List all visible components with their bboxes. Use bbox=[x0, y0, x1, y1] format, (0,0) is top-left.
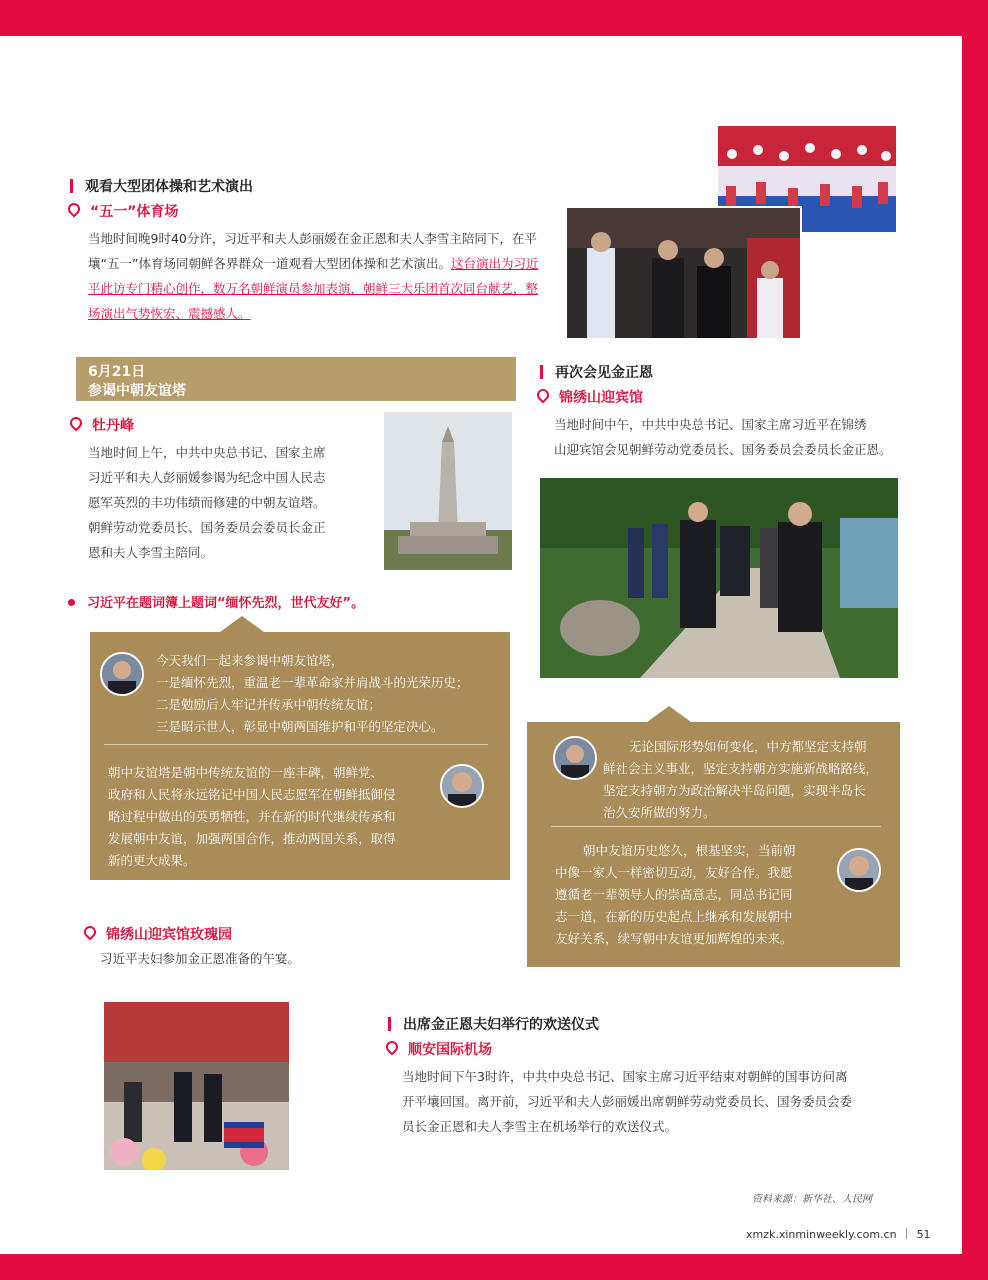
section5-paragraph: 当地时间下午3时许，中共中央总书记、国家主席习近平结束对朝鲜的国事访问离 开平壤回国。离开前，习近平和夫人彭丽媛出席朝鲜劳动党委员长、国务委员会委 员长金正恩和夫人李雪主在机场举行的欢送仪式。 bbox=[402, 1069, 853, 1134]
location-pin-icon bbox=[535, 387, 552, 404]
section-title-farewell: 出席金正恩夫妇举行的欢送仪式 bbox=[388, 1014, 599, 1034]
location-rose-garden: 锦绣山迎宾馆玫瑰园 bbox=[84, 924, 232, 944]
date-event-title: 参谒中朝友谊塔 bbox=[88, 383, 186, 399]
section4-paragraph: 习近平夫妇参加金正恩准备的午宴。 bbox=[100, 951, 301, 966]
location-pin-icon bbox=[82, 924, 99, 941]
section1-paragraph: 当地时间晚9时40分许，习近平和夫人彭丽媛在金正恩和夫人李雪主陪同下，在平壤“五一”体育场同朝鲜各界群众一道观看大型团体操和艺术演出。这台演出为习近平此访专门精心创作，数万名朝鲜演员参加表演，朝鲜三大乐团首次同台献艺，整场演出气势恢宏、震撼感人。 bbox=[88, 231, 539, 321]
location-pin-icon bbox=[384, 1039, 401, 1056]
quote-box-tower bbox=[90, 632, 510, 880]
kim-avatar bbox=[440, 764, 484, 808]
friendship-tower-photo bbox=[384, 412, 512, 570]
title-bar-icon bbox=[540, 365, 543, 379]
footer-url: xmzk.xinminweekly.com.cn bbox=[746, 1228, 897, 1241]
xi-quote-meeting: 无论国际形势如何变化，中方都坚定支持朝 鲜社会主义事业，坚定支持朝方实施新战略路线， 坚定支持朝方为政治解决半岛问题，实现半岛长 治久安所做的努力。 bbox=[603, 739, 879, 820]
guesthouse-walk-photo bbox=[540, 478, 898, 678]
page-number: 51 bbox=[916, 1228, 931, 1241]
inscription-bullet: 习近平在题词簿上题词“缅怀先烈，世代友好”。 bbox=[68, 592, 364, 611]
bullet-dot-icon bbox=[68, 599, 75, 606]
kim-quote-tower: 朝中友谊塔是朝中传统友谊的一座丰碑，朝鲜党、 政府和人民将永远铭记中国人民志愿军在朝鲜抵御侵 略过程中做出的英勇牺牲，并在新的时代继续传承和 发展朝中友谊，加强两国合作，推动两国关系，取得 新的更大成果。 bbox=[108, 765, 396, 868]
quote-box-meeting bbox=[527, 722, 900, 967]
location-moranbong: 牡丹峰 bbox=[70, 415, 134, 435]
date-label: 6月21日 bbox=[88, 364, 146, 380]
title-bar-icon bbox=[70, 179, 73, 193]
location-pin-icon bbox=[68, 415, 85, 432]
xi-avatar bbox=[100, 652, 144, 696]
divider bbox=[104, 744, 488, 745]
highlighted-text: 这台演出为习近平此访专门精心创作，数万名朝鲜演员参加表演，朝鲜三大乐团首次同台献艺，整场演出气势恢宏、震撼感人。 bbox=[88, 256, 539, 321]
location-pin-icon bbox=[66, 201, 83, 218]
farewell-ceremony-photo bbox=[104, 1002, 289, 1170]
footer bbox=[746, 1228, 931, 1241]
footer-divider bbox=[906, 1228, 907, 1239]
xi-quote-tower: 今天我们一起来参谒中朝友谊塔， 一是缅怀先烈，重温老一辈革命家并肩战斗的光荣历史； 二是勉励后人牢记并传承中朝传统友谊； 三是昭示世人，彰显中朝两国维护和平的坚定决心。 bbox=[156, 653, 469, 734]
date-banner bbox=[76, 357, 516, 401]
section-title-meeting: 再次会见金正恩 bbox=[540, 362, 653, 382]
kim-quote-meeting: 朝中友谊历史悠久，根基坚实，当前朝 中像一家人一样密切互动，友好合作。我愿 遵循老一辈领导人的崇高意志，同总书记同 志一道，在新的历史起点上继承和发展朝中 友好关系，续写朝中友谊更加辉煌的未来。 bbox=[555, 843, 796, 946]
location-kumsusan-guesthouse: 锦绣山迎宾馆 bbox=[537, 387, 643, 407]
location-may-day-stadium: “五一”体育场 bbox=[68, 201, 178, 221]
section-title-mass-games: 观看大型团体操和艺术演出 bbox=[70, 176, 253, 196]
leaders-applause-photo bbox=[565, 206, 802, 340]
section3-paragraph: 当地时间中午，中共中央总书记、国家主席习近平在锦绣 山迎宾馆会见朝鲜劳动党委员长、国务委员会委员长金正恩。 bbox=[554, 417, 892, 457]
source-note: 资料来源：新华社、人民网 bbox=[752, 1194, 872, 1205]
location-sunan-airport: 顺安国际机场 bbox=[386, 1039, 492, 1059]
xi-avatar bbox=[553, 736, 597, 780]
title-bar-icon bbox=[388, 1017, 391, 1031]
section2-paragraph: 当地时间上午，中共中央总书记、国家主席 习近平和夫人彭丽媛参谒为纪念中国人民志 愿军英烈的丰功伟绩而修建的中朝友谊塔。 朝鲜劳动党委员长、国务委员会委员长金正 恩和夫人李雪主陪同。 bbox=[88, 445, 326, 560]
divider bbox=[551, 826, 881, 827]
